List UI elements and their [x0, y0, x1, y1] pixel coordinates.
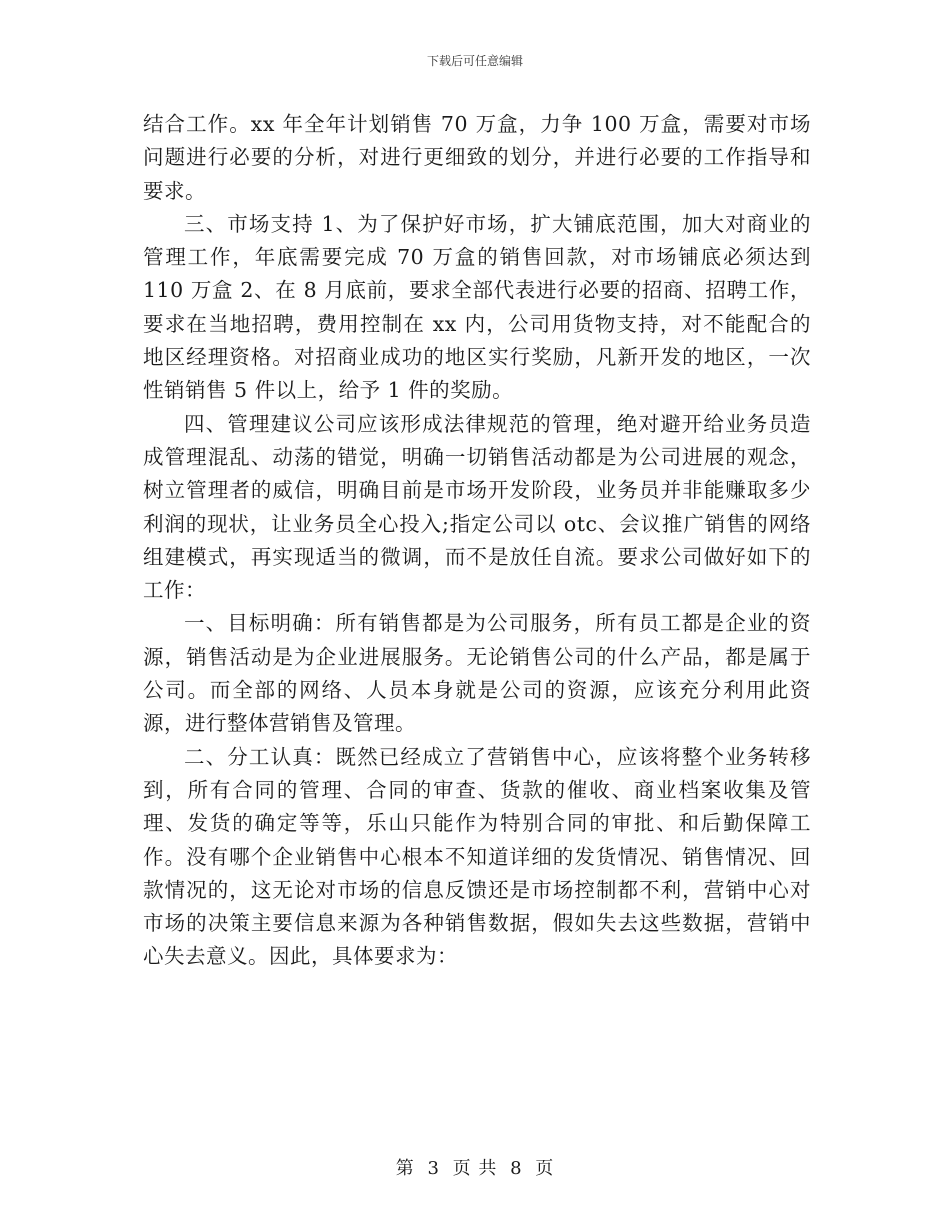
- page-footer: [0, 1154, 950, 1180]
- footer-prefix: 第: [395, 1158, 415, 1179]
- paragraph-4: 一、目标明确：所有销售都是为公司服务，所有员工都是企业的资源，销售活动是为企业进展服务。无论销售公司的什么产品，都是属于公司。而全部的网络、人员本身就是公司的资源，应该充分利用此资源，进行整体营销售及管理。: [143, 611, 811, 736]
- document-body: [143, 108, 811, 974]
- paragraph-2: 三、市场支持 1、为了保护好市场，扩大铺底范围，加大对商业的管理工作，年底需要完成 70 万盒的销售回款，对市场铺底必须达到 110 万盒 2、在 8 月底前，要求全部代表进行必要的招商、招聘工作，要求在当地招聘，费用控制在 xx 内，公司用货物支持，对不能配合的地区经理资格。对招商业成功的地区实行奖励，凡新开发的地区，一次性销销售 5 件以上，给予 1 件的奖励。: [143, 211, 811, 403]
- paragraph-1: 结合工作。xx 年全年计划销售 70 万盒，力争 100 万盒，需要对市场问题进行必要的分析，对进行更细致的划分，并进行必要的工作指导和要求。: [143, 112, 811, 203]
- footer-middle: 页 共: [452, 1158, 498, 1179]
- paragraph-3: 四、管理建议公司应该形成法律规范的管理，绝对避开给业务员造成管理混乱、动荡的错觉，明确一切销售活动都是为公司进展的观念，树立管理者的威信，明确目前是市场开发阶段，业务员并非能赚取多少利润的现状，让业务员全心投入;指定公司以 otc、会议推广销售的网络组建模式，再实现适当的微调，而不是放任自流。要求公司做好如下的工作：: [143, 411, 811, 603]
- header-note: 下载后可任意编辑: [426, 54, 523, 68]
- footer-current-page: 3: [427, 1158, 440, 1179]
- footer-total-pages: 8: [510, 1158, 523, 1179]
- footer-suffix: 页: [535, 1158, 555, 1179]
- page-header: [0, 52, 950, 69]
- paragraph-5: 二、分工认真：既然已经成立了营销售中心，应该将整个业务转移到，所有合同的管理、合同的审查、货款的催收、商业档案收集及管理、发货的确定等等，乐山只能作为特别合同的审批、和后勤保障工作。没有哪个企业销售中心根本不知道详细的发货情况、销售情况、回款情况的，这无论对市场的信息反馈还是市场控制都不利，营销中心对市场的决策主要信息来源为各种销售数据，假如失去这些数据，营销中心失去意义。因此，具体要求为：: [143, 744, 811, 969]
